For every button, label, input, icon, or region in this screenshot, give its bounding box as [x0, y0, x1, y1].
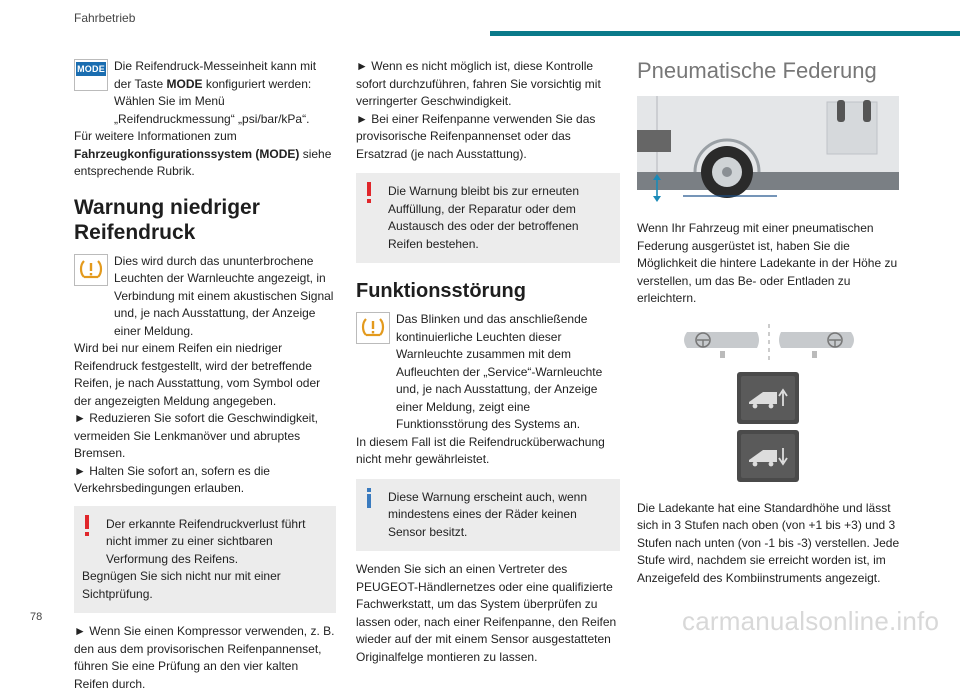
paragraph-monitoring-off: In diesem Fall ist die Reifendrucküberwachung nicht mehr gewährleistet. — [356, 434, 605, 466]
malfunction-lamp-text: Das Blinken und das anschließende kontinuierliche Leuchten dieser Warnleuchte zusammen mit dem Aufleuchten der „Service“-Warnleuchte und, je nach Ausstattung, der Anzeige einer Meldung, zeigt eine Funktionsstörung des Systems an. — [396, 312, 603, 431]
mode-key: MODE — [166, 76, 203, 91]
paragraph-single-tyre: Wird bei nur einem Reifen ein niedriger Reifendruck festgestellt, wird der betreffende Reifen, je nach Ausstattung, vom Symbol oder der angezeigten Meldung angegeben. — [74, 341, 321, 408]
instruction-reduce-speed: ► Reduzieren Sie sofort die Geschwindigkeit, vermeiden Sie Lenkmanöver und abruptes Bremsen. — [74, 411, 318, 460]
note-blue-text: Diese Warnung erscheint auch, wenn mindestens eines der Räder keinen Sensor besitzt. — [388, 489, 587, 539]
info-icon — [366, 488, 372, 510]
tyre-pressure-warning-icon — [74, 254, 108, 286]
height-control-illustration — [637, 322, 899, 492]
exclamation-warning-icon — [366, 182, 372, 204]
warning-lamp-paragraph — [74, 253, 336, 341]
instruction-compressor: ► Wenn Sie einen Kompressor verwenden, z. B. den aus dem provisorischen Reifenpannenset, führen Sie eine Prüfung an den vier kalten Reifen durch. — [74, 624, 335, 691]
paragraph-contact-dealer: Wenden Sie sich an einen Vertreter des PEUGEOT-Händlernetzes oder eine qualifizierte Fachwerkstatt, um das System überprüfen zu lassen oder, nach einer Reifenpanne, den Reifen wieder auf der mit einem Sensor ausgestatteten Originalfelge montieren zu lassen. — [356, 562, 617, 664]
instruction-stop: ► Halten Sie sofort an, sofern es die Verkehrsbedingungen erlauben. — [74, 463, 270, 495]
note-text-2: Begnügen Sie sich nicht nur mit einer Sichtprüfung. — [82, 569, 281, 601]
mode-icon-label: MODE — [77, 64, 105, 74]
column-1 — [74, 58, 336, 693]
info-note-sensor — [356, 479, 620, 552]
note-red-text: Die Warnung bleibt bis zur erneuten Auffüllung, der Reparatur oder dem Austausch des oder der betroffenen Reifen bestehen. — [388, 184, 579, 251]
warning-note-deformation — [74, 506, 336, 614]
mode-text-4: siehe entsprechende Rubrik. — [74, 146, 332, 178]
warning-lamp-text: Dies wird durch das ununterbrochene Leuchten der Warnleuchte angezeigt, in Verbindung mit einem akustischen Signal und, je nach Ausstattung, der Anzeige einer Meldung. — [114, 253, 334, 338]
mode-text-2: konfiguriert werden: Wählen Sie im Menü „Reifendruckmessung“ „psi/bar/kPa“. — [114, 76, 312, 126]
instruction-puncture: ► Bei einer Reifenpanne verwenden Sie das provisorische Reifenpannenset oder das Ersatzrad (je nach Ausstattung). — [356, 111, 596, 161]
mode-text-1: Die Reifendruck-Messeinheit kann mit der Taste — [114, 59, 317, 91]
instruction-drive-carefully: ► Wenn es nicht möglich ist, diese Kontrolle sofort durchzuführen, fahren Sie vorsichtig mit verringerter Geschwindigkeit. — [356, 59, 601, 108]
mode-more-info-text — [74, 128, 336, 181]
exclamation-warning-icon — [84, 515, 90, 537]
header-accent-bar — [490, 31, 960, 36]
watermark: carmanualsonline.info — [682, 606, 940, 636]
warning-note-persists — [356, 173, 620, 263]
note-text-1: Der erkannte Reifendruckverlust führt nicht immer zu einer sichtbaren Verformung des Reifens. — [106, 516, 306, 566]
page-header-title: Fahrbetrieb — [74, 11, 136, 25]
mode-text-3: Für weitere Informationen zum — [74, 129, 237, 143]
section-heading-malfunction: Funktionsstörung — [356, 280, 526, 302]
paragraph-suspension-intro: Wenn Ihr Fahrzeug mit einer pneumatischen Federung ausgerüstet ist, haben Sie die Möglichkeit die hintere Ladekante in der Höhe zu verstellen, um das Be- oder Entladen zu erleichtern. — [637, 221, 898, 305]
section-heading-low-pressure: Warnung niedriger Reifendruck — [74, 195, 260, 244]
mode-button-icon — [74, 59, 108, 91]
mode-paragraph — [74, 58, 336, 128]
van-rear-illustration — [637, 94, 899, 202]
column-2 — [356, 58, 620, 666]
section-title-air-suspension: Pneumatische Federung — [637, 58, 877, 83]
tyre-pressure-warning-icon — [356, 312, 390, 344]
page-number: 78 — [30, 611, 43, 623]
malfunction-lamp-paragraph — [356, 311, 620, 434]
paragraph-loading-sill: Die Ladekante hat eine Standardhöhe und lässt sich in 3 Stufen nach oben (von +1 bis +3) und 3 Stufen nach unten (von -1 bis -3) verstellen. Jede Stufe wird, nachdem sie erreicht worden ist, im Anzeigefeld des Kombiinstruments angezeigt. — [637, 500, 900, 585]
column-3 — [637, 58, 901, 587]
mode-bold-link: Fahrzeugkonfigurationssystem (MODE) — [74, 146, 300, 161]
